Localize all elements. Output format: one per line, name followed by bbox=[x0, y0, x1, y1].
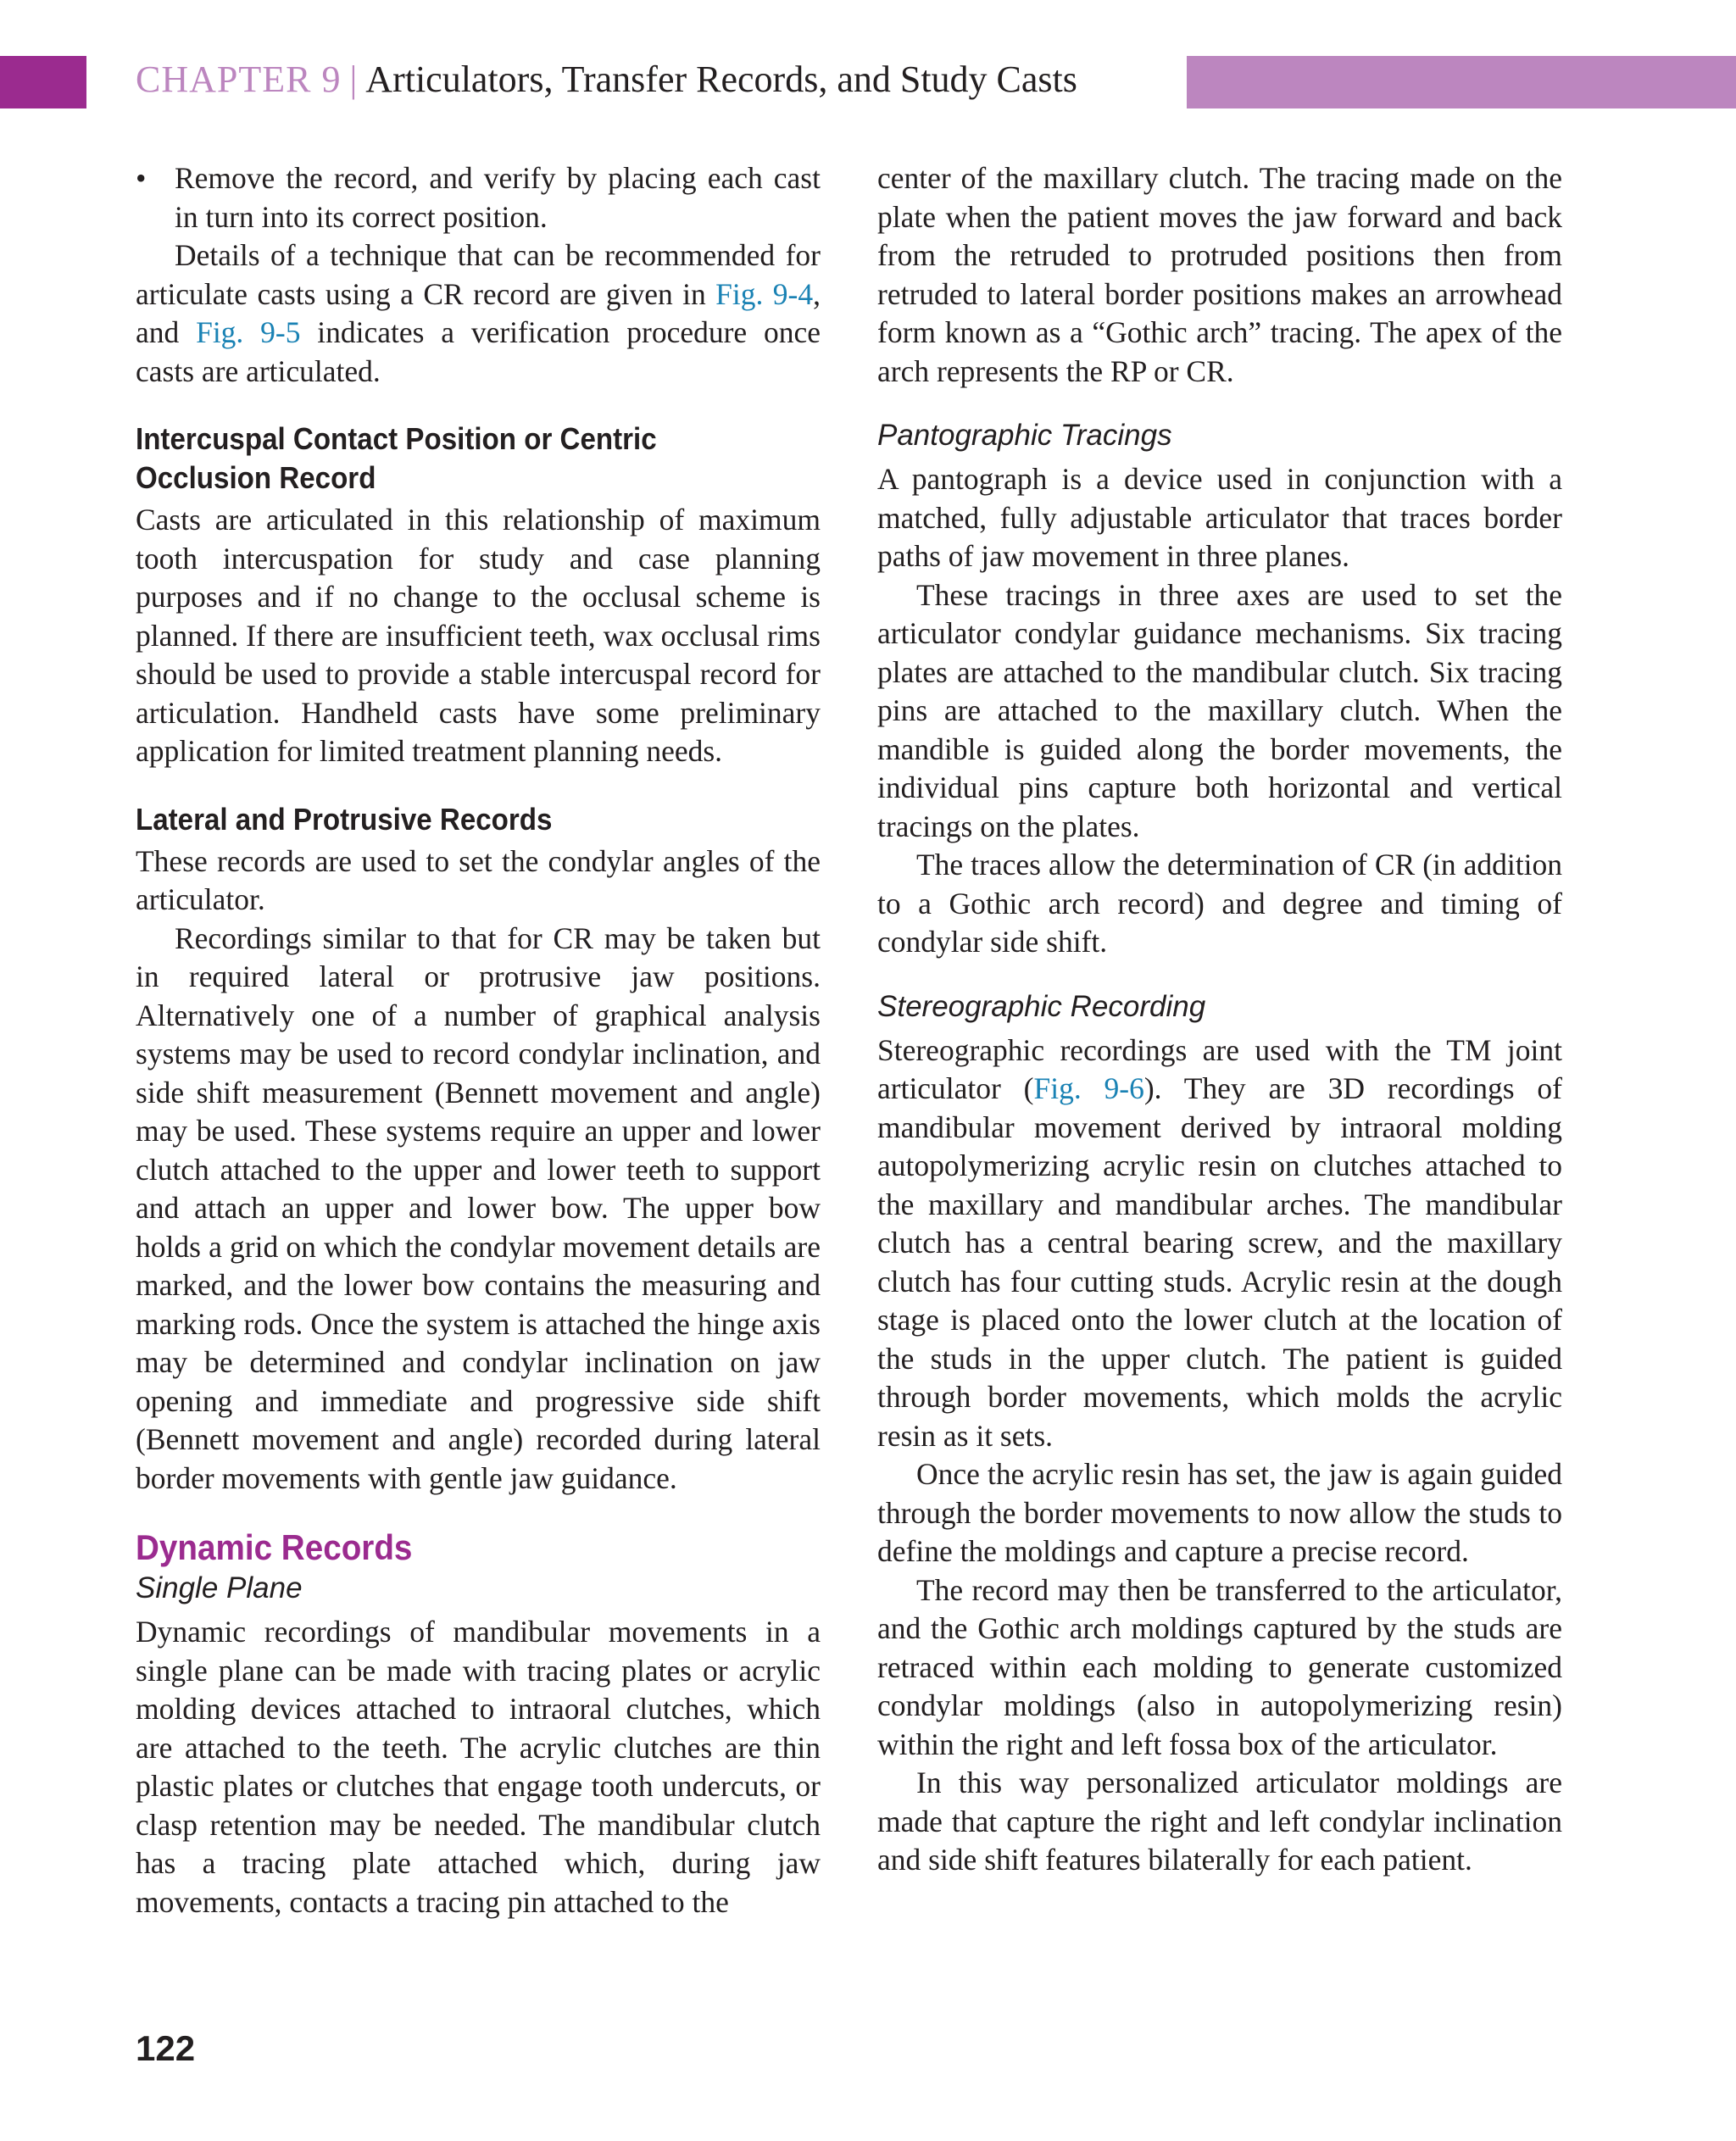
paragraph-text: ). They are 3D recordings of mandibular movement derived by intraoral molding autopolymerizing acrylic resin on clutches attached to the maxillary and mandibular arches. The mandibular clutch has a central bearing screw, and the maxillary clutch has four cutting studs. Acrylic resin at the dough stage is placed onto the lower clutch at the location of the studs in the upper clutch. The patient is guided through border movements, which molds the acrylic resin as it sets. bbox=[877, 1071, 1562, 1453]
figure-link-9-5[interactable]: Fig. 9-5 bbox=[196, 315, 301, 349]
bullet-text: Remove the record, and verify by placing each cast in turn into its correct position. bbox=[175, 161, 821, 234]
paragraph-panto-3: The traces allow the determination of CR (in addition to a Gothic arch record) and degree and timing of condylar side shift. bbox=[877, 848, 1562, 959]
paragraph-text: , and bbox=[136, 276, 821, 349]
subheading-stereographic: Stereographic Recording bbox=[877, 989, 1206, 1023]
page-number: 122 bbox=[136, 2028, 196, 2068]
paragraph-stereo-4: In this way personalized articulator moldings are made that capture the right and left condylar inclination and side shift features bilaterally for each patient. bbox=[877, 1766, 1562, 1877]
paragraph-stereo-3: The record may then be transferred to the articulator, and the Gothic arch moldings captured by the studs are retraced within each molding to generate customized condylar moldings (also in autopolymerizing resin) within the right and left fossa box of the articulator. bbox=[877, 1572, 1562, 1761]
paragraph-stereo-1 bbox=[877, 1032, 1562, 1456]
subheading-pantographic: Pantographic Tracings bbox=[877, 419, 1172, 452]
bullet-mark: • bbox=[136, 161, 147, 195]
paragraph-text: Stereographic recordings are used with the TM joint articulator ( bbox=[877, 1032, 1562, 1105]
heading-intercuspal-record: Intercuspal Contact Position or Centric Occlusion Record bbox=[136, 421, 657, 495]
subheading-single-plane: Single Plane bbox=[136, 1571, 303, 1604]
figure-link-9-4[interactable]: Fig. 9-4 bbox=[715, 276, 814, 311]
header-separator: | bbox=[349, 58, 358, 100]
paragraph-text: Details of a technique that can be recommended for articulate casts using a CR record are given in bbox=[136, 238, 821, 311]
paragraph-technique bbox=[136, 236, 821, 391]
paragraph-panto-2: These tracings in three axes are used to set the articulator condylar guidance mechanisms. Six tracing plates are attached to the mandibular clutch. Six tracing pins are attached to the maxillary clutch. When the mandible is guided along the border movements, the individual pins capture both horizontal and vertical tracings on the plates. bbox=[877, 577, 1562, 843]
paragraph-panto-1: A pantograph is a device used in conjunction with a matched, fully adjustable articulator that traces border paths of jaw movement in three planes. bbox=[877, 462, 1562, 573]
right-column bbox=[877, 159, 1562, 1880]
paragraph-lateral-2: Recordings similar to that for CR may be taken but in required lateral or protrusive jaw positions. Alternatively one of a number of graphical analysis systems may be used to record condylar inclination, and side shift measurement (Bennett movement and angle) may be used. These systems require an upper and lower clutch attached to the upper and lower teeth to support and attach an upper and lower bow. The upper bow holds a grid on which the condylar movement details are marked, and the lower bow contains the measuring and marking rods. Once the system is attached the hinge axis may be determined and condylar inclination on jaw opening and immediate and progressive side shift (Bennett movement and angle) recorded during lateral border movements with gentle jaw guidance. bbox=[136, 920, 821, 1495]
paragraph-text: indicates a verification procedure once casts are articulated. bbox=[136, 315, 821, 388]
heading-dynamic-records: Dynamic Records bbox=[136, 1527, 413, 1567]
heading-lateral-protrusive: Lateral and Protrusive Records bbox=[136, 801, 553, 837]
paragraph-single-plane: Dynamic recordings of mandibular movements in a single plane can be made with tracing plates or acrylic molding devices attached to intraoral clutches, which are attached to the teeth. The acrylic clutches are thin plastic plates or clutches that engage tooth undercuts, or clasp retention may be needed. The mandibular clutch has a tracing plate attached which, during jaw movements, contacts a tracing pin attached to the bbox=[136, 1615, 821, 1919]
running-header bbox=[136, 54, 1077, 105]
figure-link-9-6[interactable]: Fig. 9-6 bbox=[1033, 1071, 1144, 1105]
paragraph-stereo-2: Once the acrylic resin has set, the jaw is again guided through the border movements to now allow the studs to define the moldings and capture a precise record. bbox=[877, 1457, 1562, 1568]
header-accent-bar-right bbox=[1187, 56, 1736, 108]
paragraph-lateral-1: These records are used to set the condylar angles of the articulator. bbox=[136, 843, 821, 916]
left-column bbox=[136, 159, 821, 1921]
paragraph-gothic-arch: center of the maxillary clutch. The tracing made on the plate when the patient moves the jaw forward and back from the retruded to protruded positions then from retruded to lateral border positions makes an arrowhead form known as a “Gothic arch” tracing. The apex of the arch represents the RP or CR. bbox=[877, 161, 1562, 388]
header-accent-bar-left bbox=[0, 56, 86, 108]
bullet-item bbox=[136, 159, 821, 236]
paragraph-intercuspal: Casts are articulated in this relationship of maximum tooth intercuspation for study and case planning purposes and if no change to the occlusal scheme is planned. If there are insufficient teeth, wax occlusal rims should be used to provide a stable intercuspal record for articulation. Handheld casts have some preliminary application for limited treatment planning needs. bbox=[136, 503, 821, 768]
chapter-title: Articulators, Transfer Records, and Study Casts bbox=[365, 58, 1077, 100]
chapter-label: CHAPTER 9 bbox=[136, 58, 342, 100]
